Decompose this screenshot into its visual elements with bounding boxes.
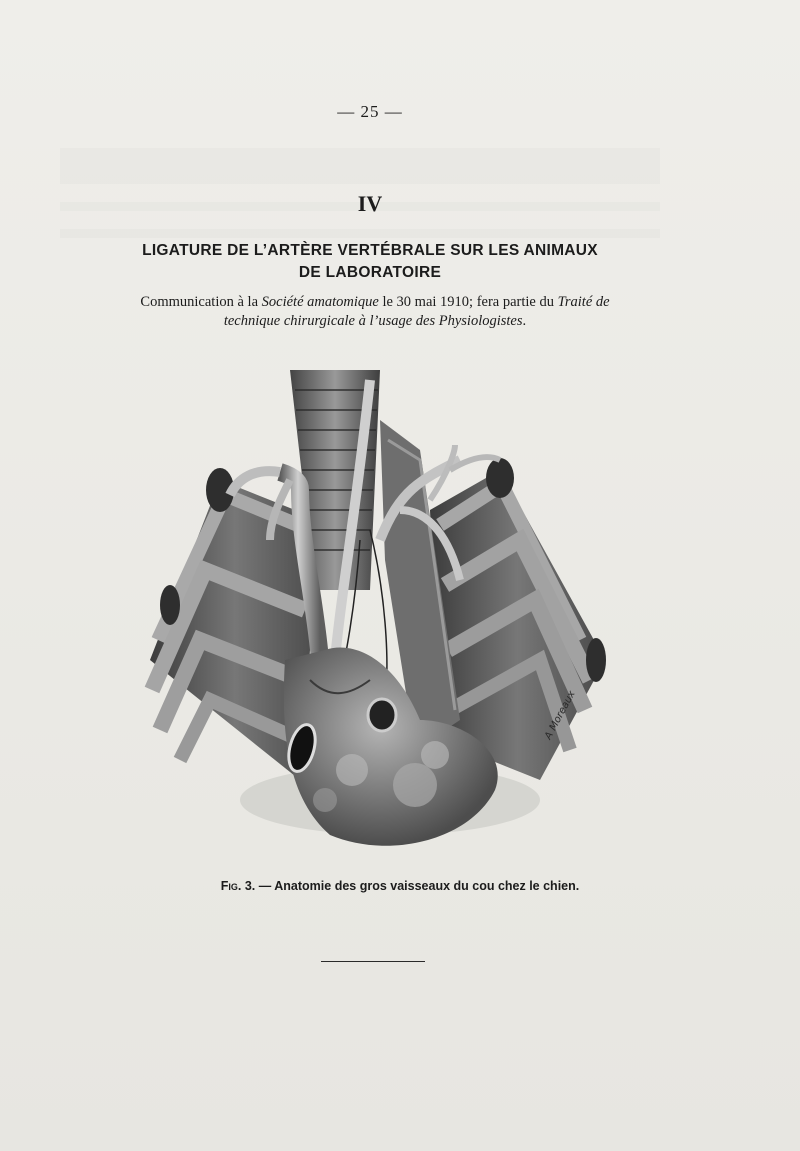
page-number: — 25 —: [337, 102, 403, 121]
section-numeral: IV: [357, 191, 383, 216]
subtitle-society: Société amatomique: [261, 294, 379, 310]
subtitle-part-2: le 30 mai 1910; fera partie du: [378, 294, 558, 310]
artist-signature: A Moreaux: [542, 689, 578, 742]
subtitle-treatise-b: technique chirurgicale à l’usage des Physiologistes: [223, 313, 523, 329]
article-subtitle: [80, 293, 670, 331]
subtitle-end: .: [522, 313, 527, 329]
article-title: [60, 240, 680, 284]
title-line-1: LIGATURE DE L’ARTÈRE VERTÉBRALE SUR LES ANIMAUX: [142, 242, 598, 259]
title-line-2: DE LABORATOIRE: [298, 264, 442, 281]
subtitle-part-1: Communication à la: [140, 294, 262, 310]
figure-caption: [60, 879, 740, 893]
anatomy-illustration: [130, 360, 610, 870]
subtitle-treatise-a: Traité de: [557, 294, 610, 310]
figure-caption-text: — Anatomie des gros vaisseaux du cou chez le chien.: [255, 879, 580, 893]
figure-label: Fig. 3.: [220, 879, 256, 893]
section-divider: [321, 961, 425, 962]
